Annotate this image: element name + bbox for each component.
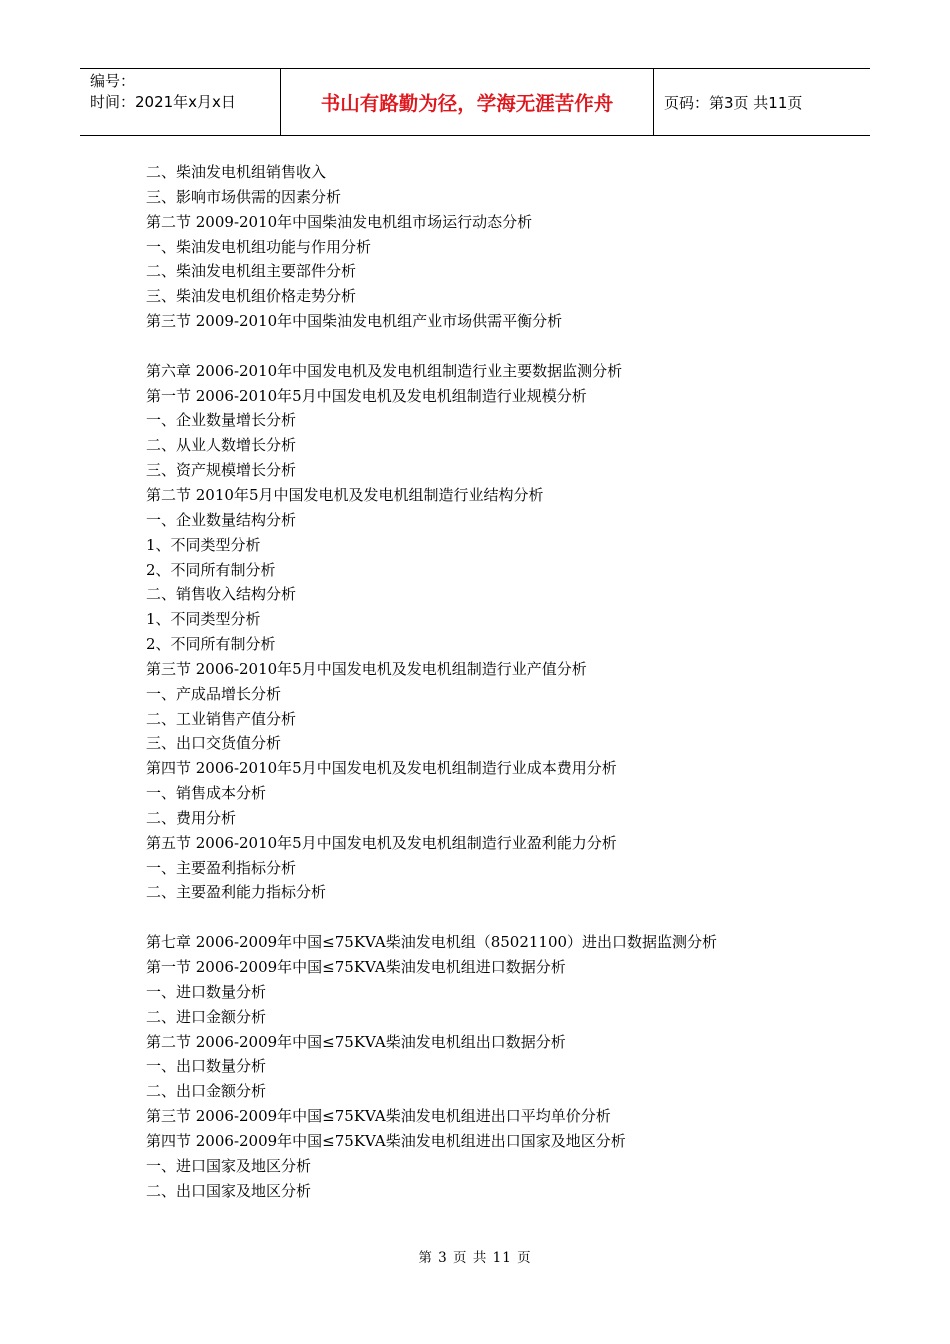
header-page-number: 页码：第3页 共11页 — [664, 93, 803, 112]
toc-line: 第四节 2006-2010年5月中国发电机及发电机组制造行业成本费用分析 — [146, 759, 617, 778]
toc-line: 二、销售收入结构分析 — [146, 585, 297, 604]
toc-line: 二、费用分析 — [146, 808, 237, 827]
blank-line — [146, 334, 836, 359]
toc-line: 三、柴油发电机组价格走势分析 — [146, 287, 357, 306]
toc-line: 第六章 2006-2010年中国发电机及发电机组制造行业主要数据监测分析 — [146, 361, 623, 380]
toc-line: 1、不同类型分析 — [146, 535, 261, 554]
toc-line: 一、主要盈利指标分析 — [146, 858, 297, 877]
toc-line: 一、柴油发电机组功能与作用分析 — [146, 237, 372, 256]
document-number-label: 编号： — [90, 72, 136, 90]
toc-line: 第二节 2006-2009年中国≤75KVA柴油发电机组出口数据分析 — [146, 1032, 566, 1051]
toc-line: 二、柴油发电机组销售收入 — [146, 163, 327, 181]
toc-line: 第三节 2006-2009年中国≤75KVA柴油发电机组进出口平均单价分析 — [146, 1107, 611, 1126]
toc-line: 2、不同所有制分析 — [146, 635, 276, 654]
header-motto: 书山有路勤为径，学海无涯苦作舟 — [281, 69, 654, 135]
header-info-cell — [80, 69, 281, 135]
document-time-label: 时间：2021年x月x日 — [90, 93, 236, 111]
toc-line: 一、进口国家及地区分析 — [146, 1156, 312, 1175]
toc-line: 第二节 2010年5月中国发电机及发电机组制造行业结构分析 — [146, 485, 544, 504]
page-header — [80, 68, 870, 136]
blank-line — [146, 905, 836, 930]
toc-line: 二、进口金额分析 — [146, 1007, 267, 1026]
toc-line: 一、企业数量结构分析 — [146, 510, 297, 529]
toc-line: 1、不同类型分析 — [146, 610, 261, 629]
toc-line: 二、从业人数增长分析 — [146, 436, 297, 455]
toc-line: 2、不同所有制分析 — [146, 560, 276, 579]
toc-line: 三、出口交货值分析 — [146, 734, 282, 753]
toc-line: 三、资产规模增长分析 — [146, 461, 297, 480]
toc-line: 二、出口金额分析 — [146, 1082, 267, 1101]
toc-line: 第一节 2006-2009年中国≤75KVA柴油发电机组进口数据分析 — [146, 958, 566, 976]
toc-line: 二、柴油发电机组主要部件分析 — [146, 262, 357, 281]
toc-line: 第一节 2006-2010年5月中国发电机及发电机组制造行业规模分析 — [146, 386, 587, 405]
toc-line: 一、进口数量分析 — [146, 982, 267, 1001]
toc-line: 第三节 2009-2010年中国柴油发电机组产业市场供需平衡分析 — [146, 312, 563, 331]
toc-line: 一、产成品增长分析 — [146, 684, 282, 703]
toc-line: 第七章 2006-2009年中国≤75KVA柴油发电机组（85021100）进出口数据监测分析 — [146, 933, 718, 952]
toc-line: 二、出口国家及地区分析 — [146, 1181, 312, 1200]
toc-line: 第三节 2006-2010年5月中国发电机及发电机组制造行业产值分析 — [146, 659, 587, 678]
toc-line: 一、销售成本分析 — [146, 784, 267, 803]
toc-line: 一、出口数量分析 — [146, 1057, 267, 1076]
toc-line: 三、影响市场供需的因素分析 — [146, 187, 342, 206]
table-of-contents — [146, 160, 836, 1203]
toc-line: 一、企业数量增长分析 — [146, 411, 297, 430]
toc-line: 第五节 2006-2010年5月中国发电机及发电机组制造行业盈利能力分析 — [146, 833, 617, 852]
toc-line: 第四节 2006-2009年中国≤75KVA柴油发电机组进出口国家及地区分析 — [146, 1131, 626, 1150]
toc-line: 二、主要盈利能力指标分析 — [146, 883, 327, 902]
page-footer: 第 3 页 共 11 页 — [418, 1250, 532, 1266]
toc-line: 二、工业销售产值分析 — [146, 709, 297, 728]
toc-line: 第二节 2009-2010年中国柴油发电机组市场运行动态分析 — [146, 212, 533, 231]
